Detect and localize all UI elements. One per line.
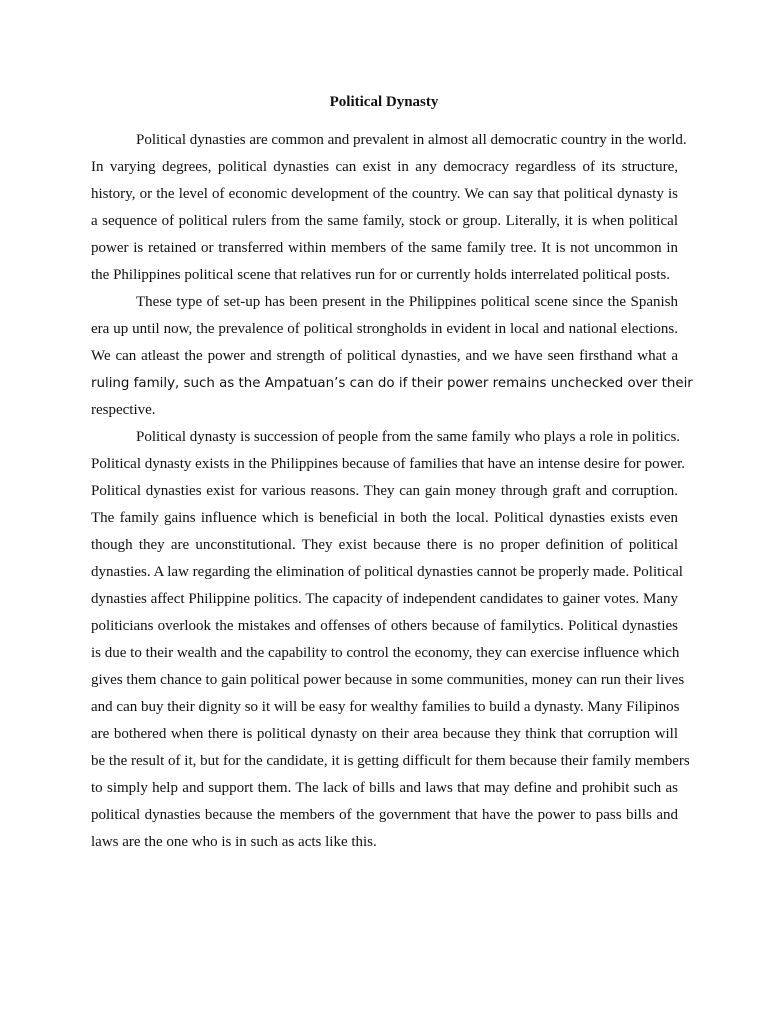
text-line: dynasties. A law regarding the elimination of political dynasties cannot be properly made. Political — [91, 564, 683, 580]
text-line: Political dynasty exists in the Philippines because of families that have an intense desire for power. — [91, 456, 686, 472]
text-line: and can buy their dignity so it will be easy for wealthy families to build a dynasty. Many Filipinos — [91, 699, 680, 715]
text-line: laws are the one who is in such as acts like this. — [91, 834, 377, 850]
text-line: ruling family, such as the Ampatuan’s can do if their power remains unchecked over their — [91, 376, 693, 391]
text-line: Political dynasty is succession of people from the same family who plays a role in politics. — [136, 429, 681, 445]
paragraph-1 — [91, 127, 687, 289]
text-line: In varying degrees, political dynasties can exist in any democracy regardless of its structure, — [91, 159, 678, 175]
text-line: history, or the level of economic development of the country. We can say that political dynasty is — [91, 186, 678, 202]
text-line: be the result of it, but for the candidate, it is getting difficult for them because their family members — [91, 753, 690, 769]
document-title: Political Dynasty — [329, 94, 439, 110]
text-line: Political dynasties exist for various reasons. They can gain money through graft and corruption. — [91, 483, 678, 499]
text-line: These type of set-up has been present in the Philippines political scene since the Spanish — [136, 294, 678, 310]
text-line: to simply help and support them. The lack of bills and laws that may define and prohibit such as — [91, 780, 678, 796]
text-line: are bothered when there is political dynasty on their area because they think that corruption will — [91, 726, 678, 742]
text-line: political dynasties because the members of the government that have the power to pass bills and — [91, 807, 678, 823]
text-line: a sequence of political rulers from the same family, stock or group. Literally, it is when political — [91, 213, 678, 229]
text-line: dynasties affect Philippine politics. The capacity of independent candidates to gainer votes. Many — [91, 591, 678, 607]
text-line: Political dynasties are common and prevalent in almost all democratic country in the world. — [136, 132, 687, 148]
text-line: though they are unconstitutional. They exist because there is no proper definition of political — [91, 537, 678, 553]
text-line: era up until now, the prevalence of political strongholds in evident in local and national elections. — [91, 321, 678, 337]
text-line: politicians overlook the mistakes and offenses of others because of familytics. Political dynasties — [91, 618, 678, 634]
paragraph-2 — [91, 289, 693, 424]
text-line: power is retained or transferred within members of the same family tree. It is not uncommon in — [91, 240, 678, 256]
text-line: the Philippines political scene that relatives run for or currently holds interrelated political posts. — [91, 267, 671, 283]
document-body — [91, 127, 693, 856]
text-line: is due to their wealth and the capability to control the economy, they can exercise influence which — [91, 645, 680, 661]
text-line: We can atleast the power and strength of political dynasties, and we have seen firsthand what a — [91, 348, 678, 364]
text-line: gives them chance to gain political power because in some communities, money can run their lives — [91, 672, 685, 688]
paragraph-3 — [91, 424, 690, 856]
text-line: The family gains influence which is beneficial in both the local. Political dynasties exists even — [91, 510, 678, 526]
text-line: respective. — [91, 402, 156, 418]
